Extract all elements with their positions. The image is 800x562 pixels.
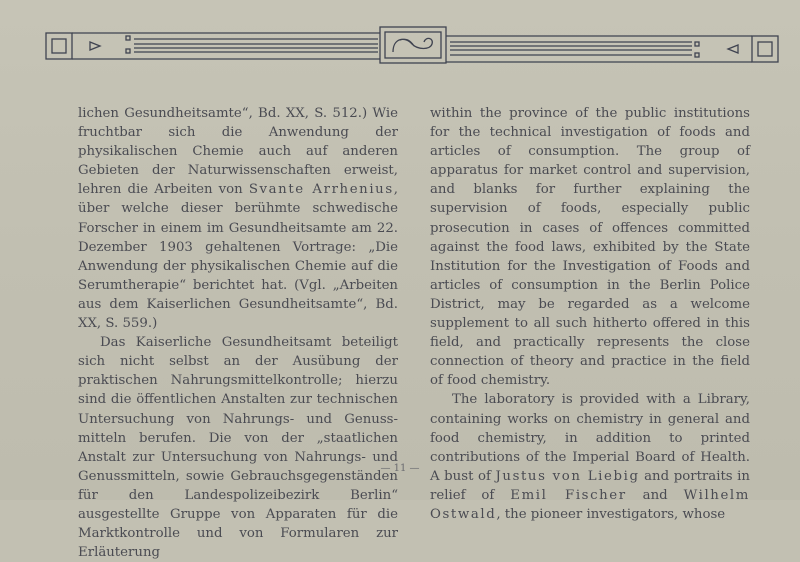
left-paragraph-2: Das Kaiserliche Gesundheitsamt beteiligt sich nicht selbst an der Ausübung der praktischen Nahrungsmittelkontrolle; hierzu sind die öffentlichen Anstalten zur technischen Untersuchung von Nahrungs- und Genussmitteln berufen. Die von der „staatlichen Anstalt zur Untersuchung von Nahrungs- und Genussmitteln, sowie Gebrauchsgegenständen für den Landespolizeibezirk Berlin“ ausgestellte Gruppe von Apparaten für die Marktkontrolle und von Formularen zur Erläuterung xyxy=(78,335,398,561)
left-p1-text: lichen Gesundheitsamte“, Bd. XX, S. 512.) Wie fruchtbar sich die Anwendung der physikalischen Chemie auch auf anderen Gebieten der Naturwissenschaften erweist, lehren die Arbeiten von xyxy=(78,106,398,198)
right-p2-text2: and portraits in relief of xyxy=(430,468,750,503)
name-arrhenius: Svante Arrhenius xyxy=(248,182,394,198)
right-p2-text: The laboratory is provided with a Library, containing works on chemistry in general and food chemistry, in addition to printed contributions of the Imperial Board of Health. A bust of xyxy=(430,392,750,484)
left-paragraph-1 xyxy=(78,104,398,333)
center-knot-ornament xyxy=(393,38,432,52)
right-triangle-ornament xyxy=(728,45,738,53)
name-ostwald: Wilhelm Ostwald xyxy=(430,487,750,522)
right-p2-text3: and xyxy=(626,487,684,503)
right-paragraph-2 xyxy=(430,390,750,524)
right-text-column xyxy=(430,104,750,524)
header-ornament xyxy=(0,0,800,80)
page-number: — 11 — xyxy=(380,463,420,474)
left-square-ornament xyxy=(46,33,72,59)
right-square-ornament xyxy=(752,36,778,62)
right-paragraph-1: within the province of the public institutions for the technical investigation of foods and articles of consumption. The group of apparatus for market control and supervision, and blanks for further explaining the supervision of foods, especially public prosecution in cases of offences committed against the food laws, exhibited by the State Institution for the Investigation of Foods and articles of consumption in the Berlin Police District, may be regarded as a welcome supplement to all such hitherto offered in this field, and practically represents the close connection of theory and practice in the field of food chemistry. xyxy=(430,106,750,389)
name-fischer: Emil Fischer xyxy=(510,487,627,503)
left-text-column xyxy=(78,104,398,562)
left-triangle-ornament xyxy=(90,42,100,50)
left-p1-text2: , über welche dieser berühmte schwedische Forscher in einem im Gesundheitsamte am 22. Dezember 1903 gehaltenen Vortrage: „Die Anwendung der physikalischen Chemie auf die Serumtherapie“ berichtet hat. (Vgl. „Arbeiten aus dem Kaiserlichen Gesundheitsamte“, Bd. XX, S. 559.) xyxy=(78,182,399,332)
name-liebig: Justus von Liebig xyxy=(495,468,640,484)
right-p2-text4: , the pioneer investigators, whose xyxy=(496,506,726,522)
